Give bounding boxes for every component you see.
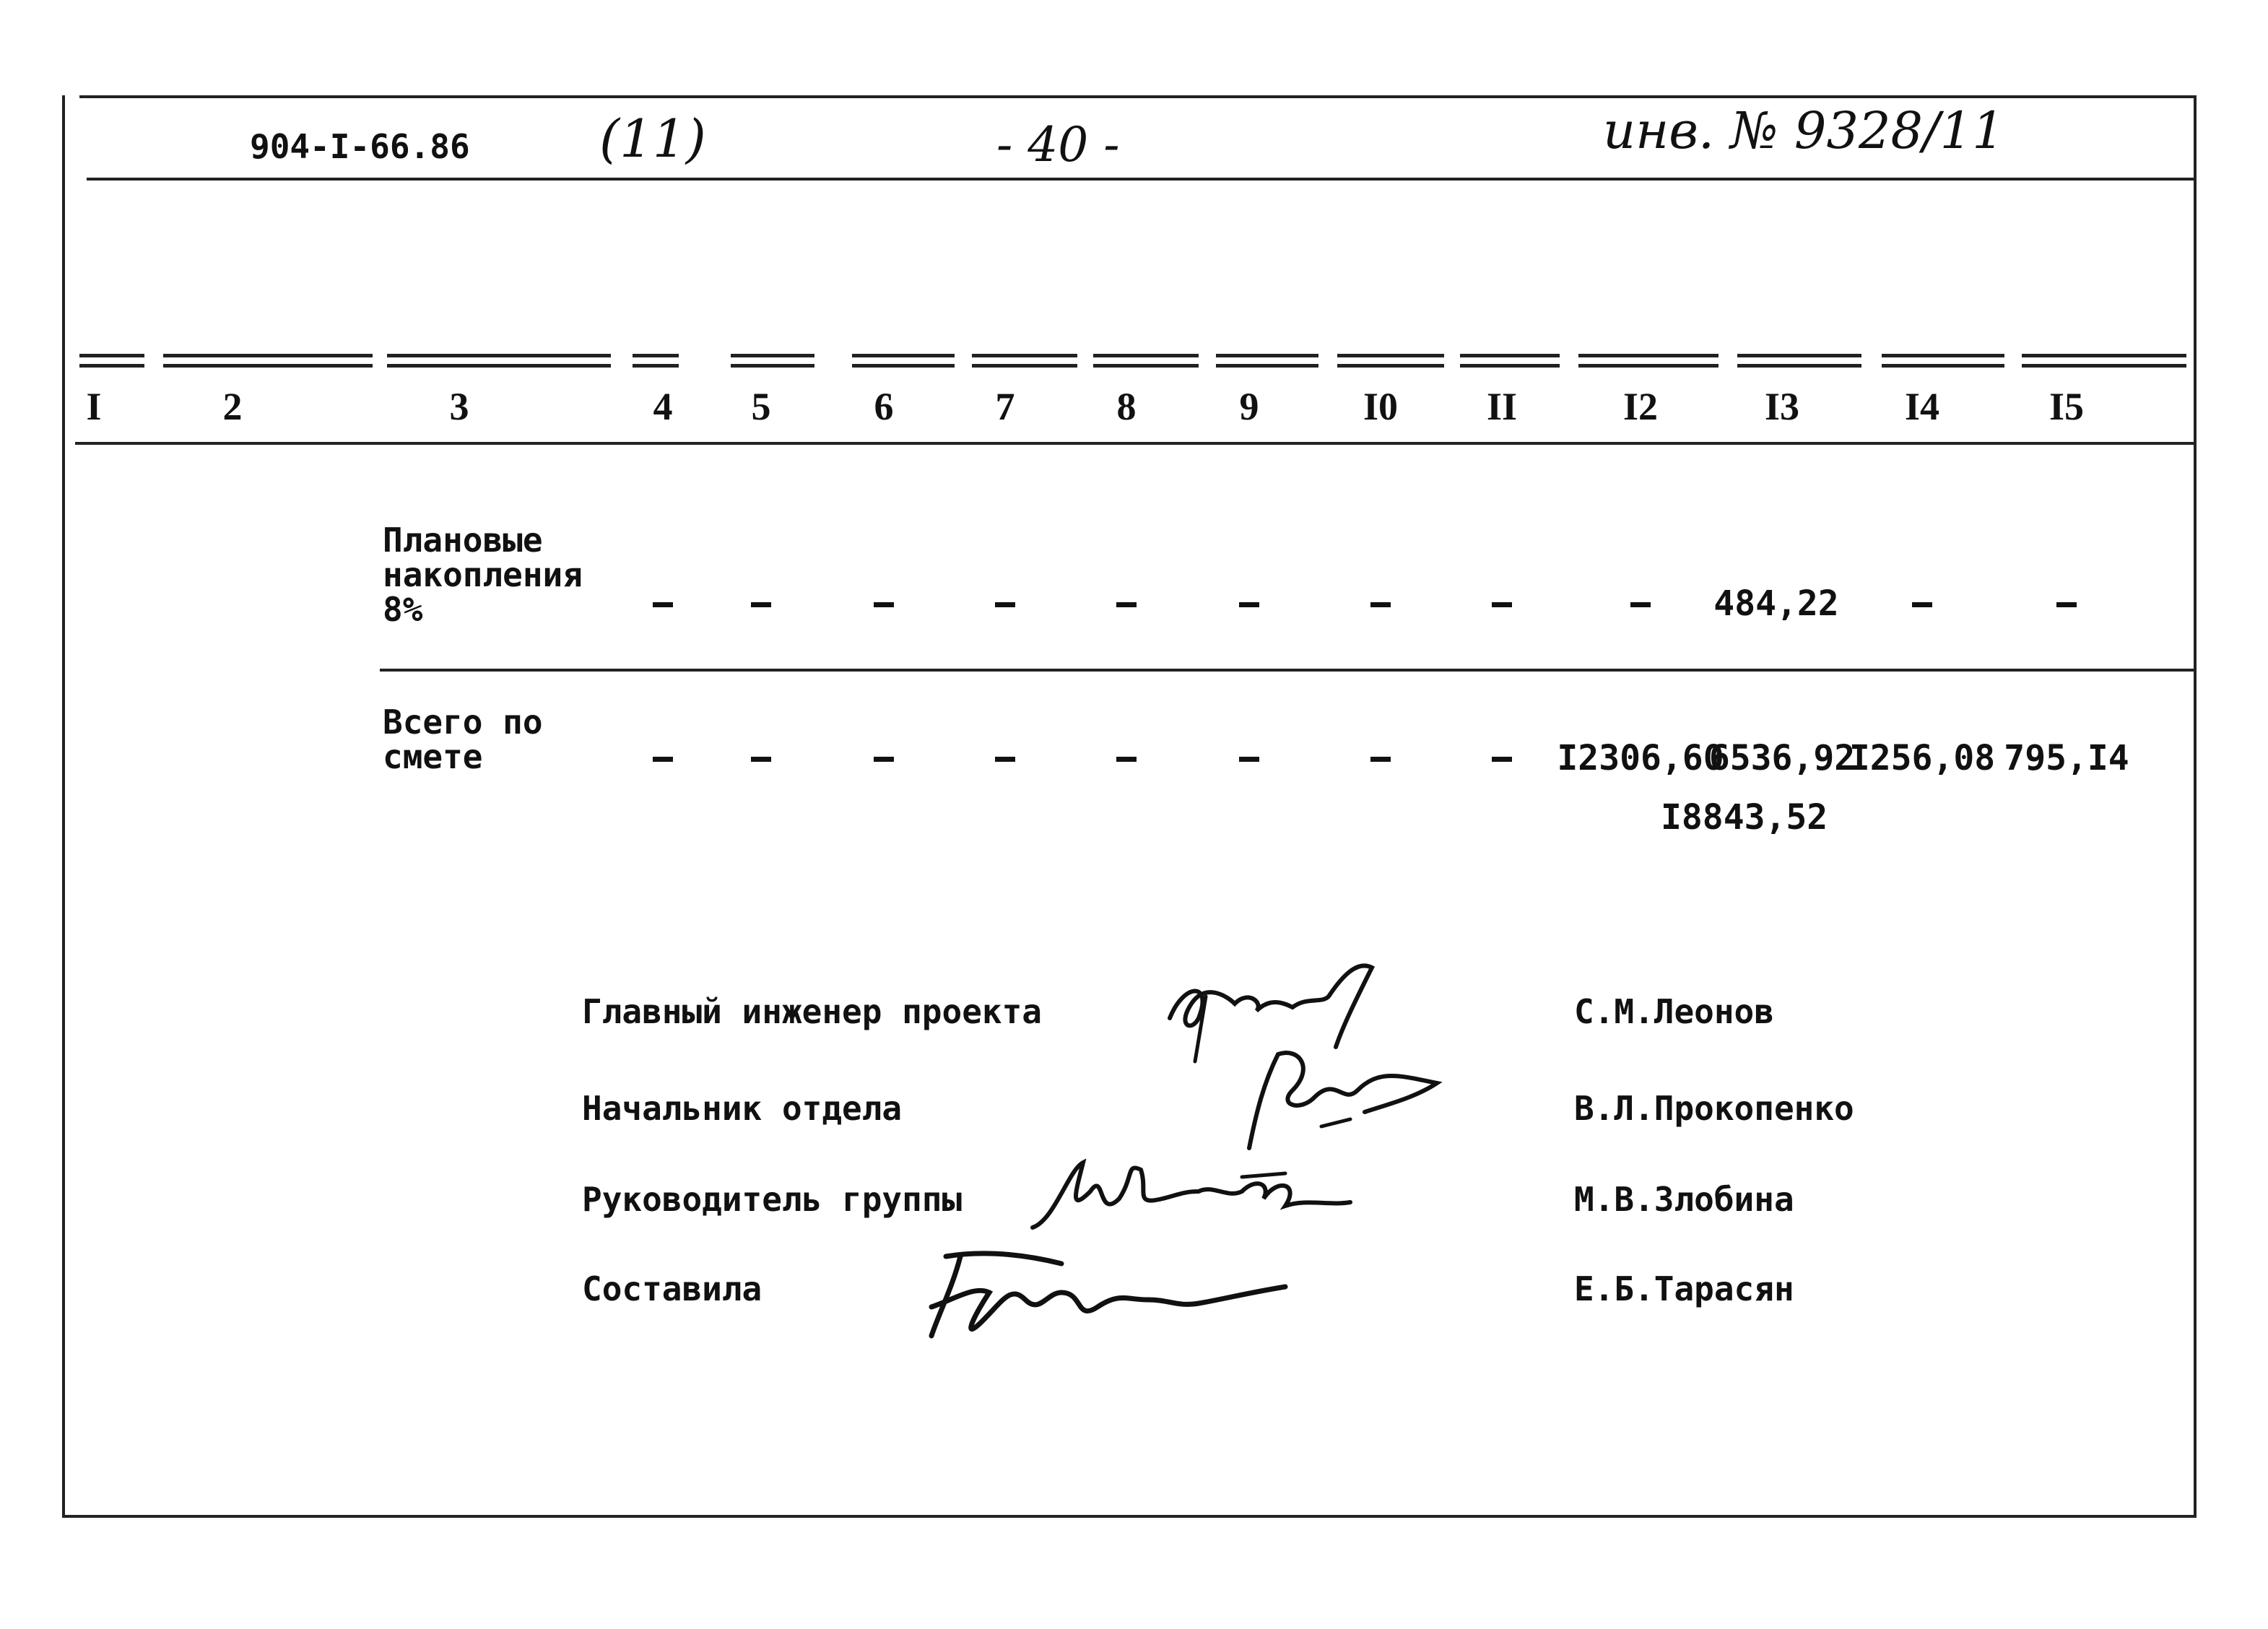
rule-segment	[1460, 364, 1560, 368]
signature-scribble-zlobina	[1025, 1148, 1365, 1242]
page-number: - 40 -	[996, 117, 1120, 173]
empty-cell-dash	[995, 757, 1015, 762]
column-number: 5	[751, 385, 771, 428]
table-cell-value: 795,I4	[2004, 738, 2129, 778]
rule-segment	[852, 364, 955, 368]
empty-cell-dash	[653, 757, 673, 762]
rule-segment	[1578, 354, 1719, 357]
rule-segment	[387, 354, 611, 357]
empty-cell-dash	[874, 757, 894, 762]
rule-segment	[972, 354, 1077, 357]
rule-segment	[1216, 354, 1318, 357]
frame-bottom-line	[62, 1515, 2197, 1518]
column-number: I4	[1904, 385, 1939, 428]
rule-segment	[1216, 364, 1318, 368]
rule-segment	[79, 364, 144, 368]
signature-name: В.Л.Прокопенко	[1574, 1089, 1854, 1128]
rule-segment	[1460, 354, 1560, 357]
frame-left-line	[62, 95, 65, 1516]
frame-top-line	[79, 95, 2195, 98]
rule-segment	[1882, 364, 2004, 368]
empty-cell-dash	[1912, 602, 1932, 607]
rule-segment	[1578, 364, 1719, 368]
empty-cell-dash	[1492, 602, 1512, 607]
rule-segment	[633, 364, 679, 368]
empty-cell-dash	[874, 602, 894, 607]
rule-segment	[1093, 364, 1199, 368]
rule-segment	[1337, 354, 1444, 357]
row-label-total	[383, 705, 570, 774]
table-cell-value: I2306,60	[1557, 738, 1724, 778]
rule-segment	[1337, 364, 1444, 368]
column-number: I0	[1363, 385, 1398, 428]
empty-cell-dash	[751, 602, 771, 607]
rule-segment	[1737, 364, 1861, 368]
column-number: 6	[874, 385, 894, 428]
row-label-text: Всего по смете	[383, 703, 543, 776]
column-number: I5	[2048, 385, 2084, 428]
rule-segment	[387, 364, 611, 368]
rule-segment	[2022, 354, 2186, 357]
empty-cell-dash	[1492, 757, 1512, 762]
grand-total: I8843,52	[1661, 797, 1828, 838]
inventory-number: инв. № 9328/11	[1603, 101, 2004, 160]
table-cell-value: I256,08	[1848, 738, 1996, 778]
empty-cell-dash	[1630, 602, 1651, 607]
rule-segment	[1882, 354, 2004, 357]
signature-name: Е.Б.Тарасян	[1574, 1269, 1794, 1308]
empty-cell-dash	[2056, 602, 2077, 607]
rule-segment	[731, 364, 814, 368]
signature-name: С.М.Леонов	[1574, 992, 1774, 1031]
empty-cell-dash	[751, 757, 771, 762]
rule-segment	[633, 354, 679, 357]
rule-segment	[972, 364, 1077, 368]
column-number: I2	[1622, 385, 1658, 428]
column-number: 8	[1116, 385, 1137, 428]
empty-cell-dash	[653, 602, 673, 607]
rule-segment	[1737, 354, 1861, 357]
column-number: 2	[222, 385, 243, 428]
row-label-planned	[383, 523, 599, 627]
signature-scribble-tarasyan	[917, 1242, 1292, 1350]
column-number: I	[86, 385, 102, 428]
column-number: II	[1486, 385, 1518, 428]
table-cell-value: 484,22	[1713, 583, 1839, 624]
sheet-ref: (11)	[599, 108, 706, 169]
rule-segment	[731, 354, 814, 357]
rule-segment	[163, 364, 373, 368]
rule-segment	[163, 354, 373, 357]
column-number: 3	[449, 385, 469, 428]
signature-name: М.В.Злобина	[1574, 1180, 1794, 1219]
rule-segment	[2022, 364, 2186, 368]
row-label-text: Плановые накопления 8%	[383, 521, 583, 629]
empty-cell-dash	[995, 602, 1015, 607]
table-cell-value: 6536,92	[1708, 738, 1856, 778]
signature-scribble-prokopenko	[1235, 1040, 1466, 1163]
rule-segment	[852, 354, 955, 357]
empty-cell-dash	[1239, 602, 1259, 607]
empty-cell-dash	[1116, 602, 1137, 607]
signature-role: Главный инженер проекта	[582, 992, 1042, 1031]
rule-segment	[1093, 354, 1199, 357]
column-number: I3	[1764, 385, 1799, 428]
empty-cell-dash	[1370, 602, 1391, 607]
doc-code: 904-I-66.86	[250, 127, 470, 166]
signature-role: Начальник отдела	[582, 1089, 903, 1128]
empty-cell-dash	[1370, 757, 1391, 762]
frame-right-line	[2194, 95, 2197, 1516]
column-header-bottom-line	[75, 442, 2194, 445]
empty-cell-dash	[1116, 757, 1137, 762]
header-divider	[87, 178, 2194, 181]
column-number: 7	[995, 385, 1015, 428]
signature-role: Составила	[582, 1269, 762, 1308]
empty-cell-dash	[1239, 757, 1259, 762]
rule-segment	[79, 354, 144, 357]
column-number: 9	[1239, 385, 1259, 428]
column-number: 4	[653, 385, 673, 428]
signature-role: Руководитель группы	[582, 1180, 963, 1219]
row-divider	[380, 669, 2194, 672]
